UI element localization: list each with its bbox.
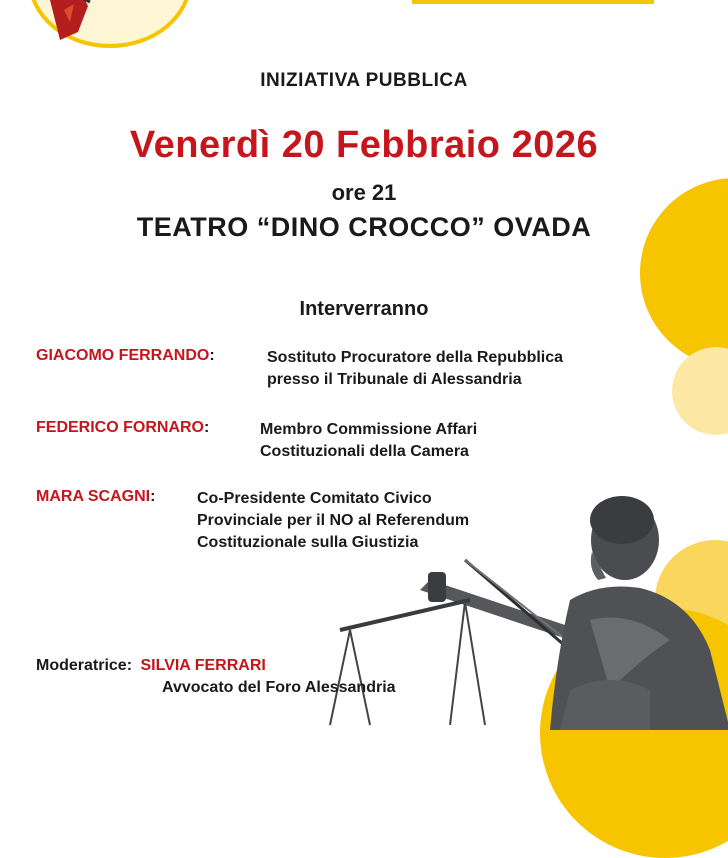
moderator-label: Moderatrice: xyxy=(36,657,133,674)
speaker-role-line: Sostituto Procuratore della Repubblica xyxy=(267,349,564,366)
party-logo xyxy=(30,0,190,50)
speaker-entry-2 xyxy=(36,419,209,437)
speaker-colon: : xyxy=(150,488,156,505)
speakers-heading: Interverranno xyxy=(299,298,429,320)
speaker-entry-3 xyxy=(36,488,155,506)
logo-emblem-icon xyxy=(30,0,190,50)
speaker-name: FEDERICO FORNARO xyxy=(36,419,204,436)
speaker-colon: : xyxy=(204,419,210,436)
event-date: Venerdì 20 Febbraio 2026 xyxy=(129,124,599,166)
speaker-role-line: Costituzionale sulla Giustizia xyxy=(197,534,419,551)
speaker-role-2 xyxy=(260,419,477,463)
yellow-circle-decoration xyxy=(640,178,728,368)
moderator-name: SILVIA FERRARI xyxy=(140,657,266,674)
moderator-role: Avvocato del Foro Alessandria xyxy=(162,679,396,696)
speaker-role-line: Co-Presidente Comitato Civico xyxy=(197,490,432,507)
event-time: ore 21 xyxy=(331,180,397,205)
speaker-role-line: Provinciale per il NO al Referendum xyxy=(197,512,470,529)
top-yellow-bar xyxy=(412,0,654,4)
speaker-name: GIACOMO FERRANDO xyxy=(36,347,210,364)
moderator-line xyxy=(36,655,266,677)
speaker-role-1 xyxy=(267,347,563,391)
speaker-colon: : xyxy=(209,347,215,364)
speaker-entry-1 xyxy=(36,347,215,365)
pale-yellow-circle-decoration xyxy=(672,347,728,435)
speaker-role-line: presso il Tribunale di Alessandria xyxy=(267,371,522,388)
event-venue: TEATRO “DINO CROCCO” OVADA xyxy=(136,212,592,242)
speaker-name: MARA SCAGNI xyxy=(36,488,151,505)
speaker-role-line: Costituzionali della Camera xyxy=(260,443,469,460)
speaker-role-line: Membro Commissione Affari xyxy=(260,421,478,438)
event-kicker: INIZIATIVA PUBBLICA xyxy=(260,70,468,91)
